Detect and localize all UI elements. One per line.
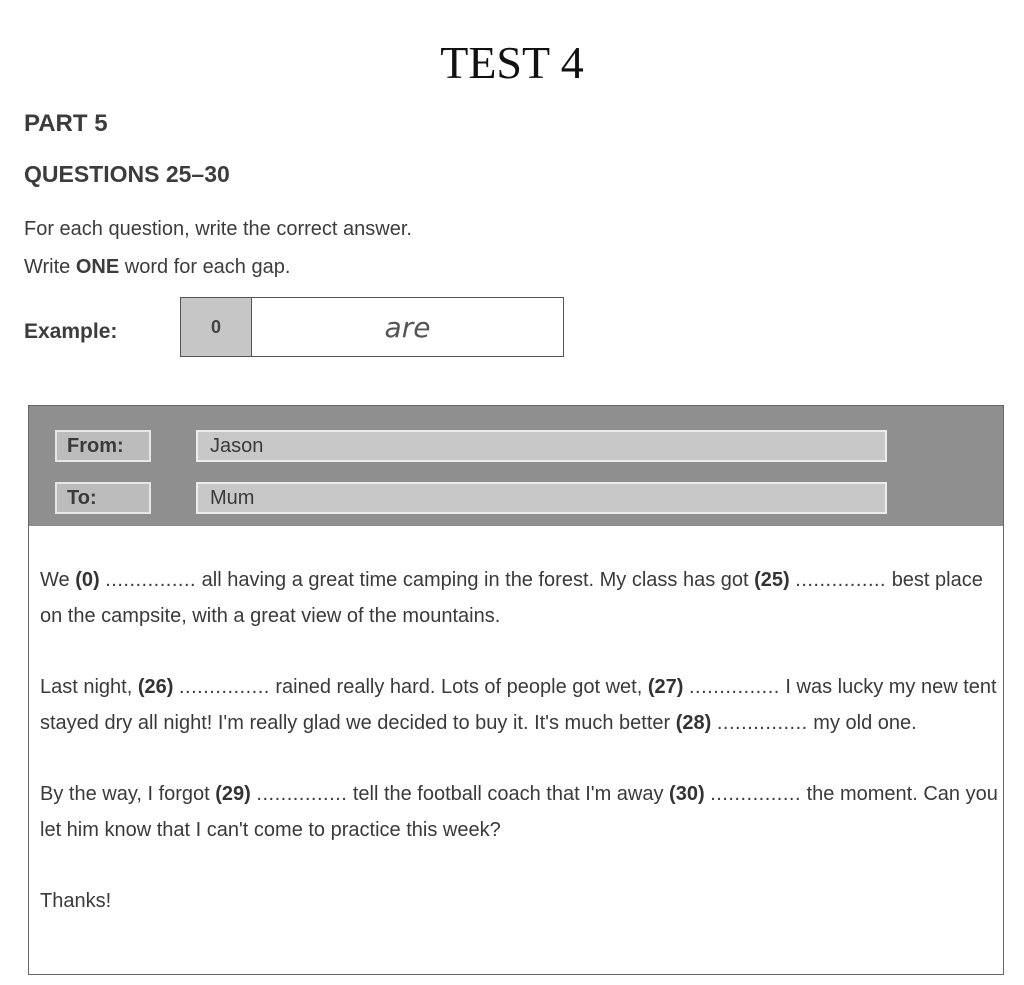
text: By the way, I forgot	[40, 783, 216, 805]
gap-number-29: (29)	[215, 783, 251, 805]
page-title: TEST 4	[440, 37, 584, 88]
text: I was lucky my new tent stayed dry all night! I'm really glad we decided to buy it. It's much better	[40, 676, 997, 734]
email-paragraph-3	[40, 776, 1003, 848]
example-number: 0	[181, 298, 252, 356]
email-closing: Thanks!	[40, 890, 112, 912]
to-label: To:	[55, 482, 151, 514]
from-field: Jason	[196, 430, 887, 462]
gap-27: ...............	[689, 676, 780, 698]
email-paragraph-1	[40, 562, 1003, 634]
instruction-text: word for each gap.	[119, 256, 291, 278]
to-field: Mum	[196, 482, 887, 514]
text: tell the football coach that I'm away	[347, 783, 670, 805]
gap-number-0: (0)	[75, 569, 100, 591]
part-heading: PART 5	[24, 110, 108, 137]
text: the moment. Can you let him know that I can't come to practice this week?	[40, 783, 998, 841]
email-header	[29, 406, 1003, 526]
gap-30: ...............	[710, 783, 802, 805]
text: We	[40, 569, 76, 591]
gap-29: ...............	[256, 783, 348, 805]
instruction-text: Write	[24, 256, 76, 278]
gap-0: ...............	[105, 569, 197, 591]
example-label: Example:	[24, 320, 118, 343]
instruction-line-1: For each question, write the correct answer.	[24, 218, 412, 240]
text: best place on the campsite, with a great view of the mountains.	[40, 569, 983, 627]
gap-28: ...............	[716, 712, 808, 734]
gap-number-25: (25)	[754, 569, 790, 591]
gap-number-27: (27)	[647, 676, 684, 698]
text: Last night,	[40, 676, 138, 698]
gap-26: ...............	[178, 676, 270, 698]
email-paragraph-2	[40, 669, 1003, 741]
gap-number-26: (26)	[137, 676, 174, 698]
example-answer: are	[384, 310, 431, 344]
instruction-line-2	[24, 256, 290, 279]
gap-number-28: (28)	[675, 712, 712, 734]
gap-number-30: (30)	[669, 783, 705, 805]
email-panel	[28, 405, 1004, 975]
email-body	[29, 526, 1003, 919]
questions-heading: QUESTIONS 25–30	[24, 161, 230, 187]
text: all having a great time camping in the forest. My class has got	[196, 569, 755, 591]
from-label: From:	[55, 430, 151, 462]
instruction-emphasis: ONE	[75, 256, 120, 278]
gap-25: ...............	[795, 569, 887, 591]
text: my old one.	[807, 712, 917, 734]
text: rained really hard. Lots of people got wet,	[269, 676, 648, 698]
example-box	[180, 297, 564, 357]
